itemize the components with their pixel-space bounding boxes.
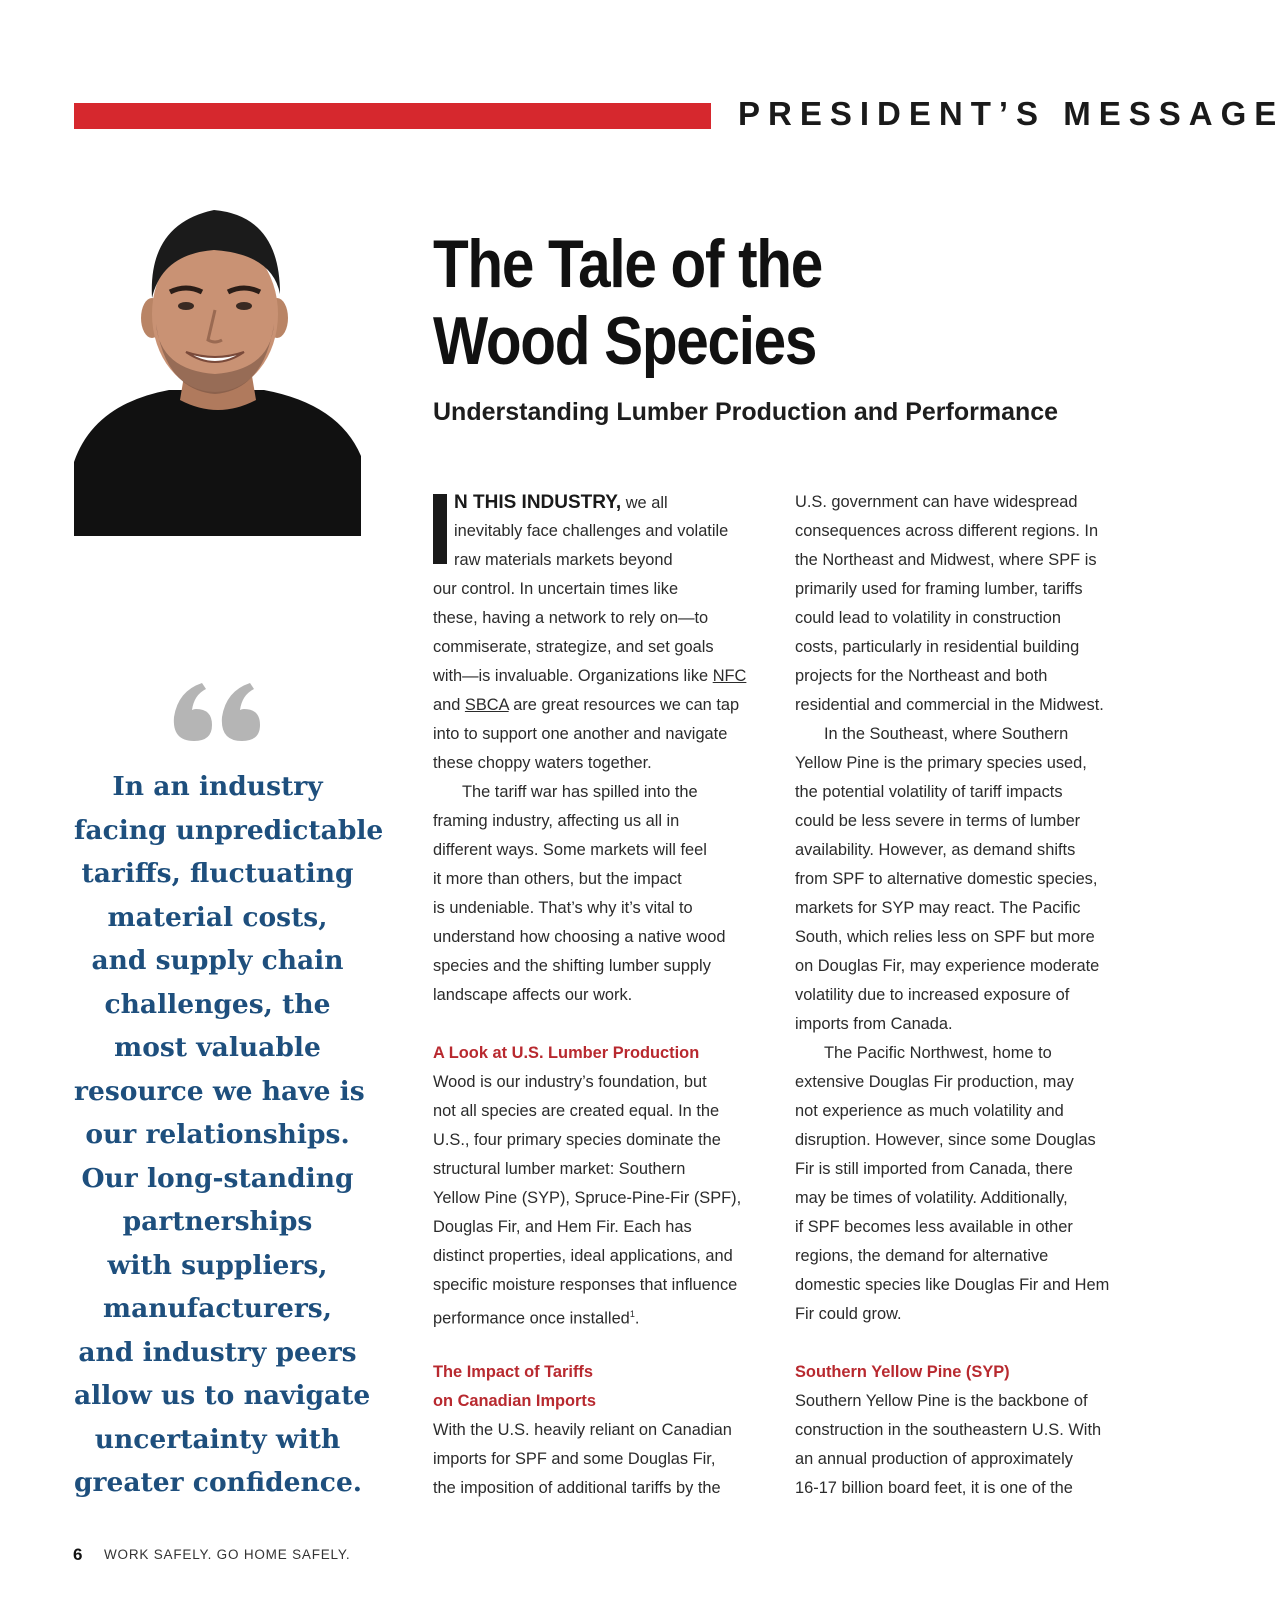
section-heading: on Canadian Imports bbox=[433, 1392, 597, 1410]
article-subtitle: Understanding Lumber Production and Performance bbox=[433, 398, 1059, 426]
footnote-ref: 1 bbox=[629, 1309, 635, 1319]
lead-in: N THIS INDUSTRY, bbox=[454, 492, 622, 513]
nfc-link[interactable]: NFC bbox=[712, 667, 747, 685]
page-number: 6 bbox=[73, 1545, 83, 1564]
body-line: an annual production of approximately bbox=[795, 1450, 1073, 1468]
body-line: understand how choosing a native wood bbox=[433, 928, 726, 946]
body-line: construction in the southeastern U.S. With bbox=[795, 1421, 1102, 1439]
body-line: may be times of volatility. Additionally, bbox=[795, 1189, 1068, 1207]
body-line: commiserate, strategize, and set goals bbox=[433, 638, 714, 656]
pullquote-line: material costs, bbox=[107, 901, 328, 933]
body-line: markets for SYP may react. The Pacific bbox=[795, 899, 1081, 917]
pullquote-line: uncertainty with bbox=[94, 1423, 341, 1455]
body-line: Yellow Pine (SYP), Spruce-Pine-Fir (SPF), bbox=[433, 1189, 742, 1207]
body-line: domestic species like Douglas Fir and Hem bbox=[795, 1276, 1110, 1294]
body-line: performance once installed$^1$. bbox=[433, 1309, 640, 1328]
body-line: specific moisture responses that influence bbox=[433, 1276, 738, 1294]
body-line: the potential volatility of tariff impacts bbox=[795, 783, 1063, 801]
author-photo bbox=[74, 194, 361, 536]
body-line: In the Southeast, where Southern bbox=[824, 725, 1069, 743]
header-red-bar bbox=[74, 103, 711, 129]
body-line: Wood is our industry’s foundation, but bbox=[433, 1073, 707, 1091]
pullquote bbox=[74, 765, 384, 1505]
body-line: U.S. government can have widespread bbox=[795, 493, 1078, 511]
body-line: these, having a network to rely on—to bbox=[433, 609, 709, 627]
body-line: primarily used for framing lumber, tariffs bbox=[795, 580, 1083, 598]
sbca-link[interactable]: SBCA bbox=[464, 696, 509, 714]
pullquote-line: tariffs, fluctuating bbox=[81, 858, 354, 889]
body-line: The tariff war has spilled into the bbox=[462, 783, 698, 801]
pullquote-line: with suppliers, bbox=[107, 1249, 328, 1281]
pullquote-line: challenges, the bbox=[104, 988, 331, 1020]
body-line: into to support one another and navigate bbox=[433, 725, 728, 743]
pullquote-line: and supply chain bbox=[91, 945, 344, 976]
body-line: our control. In uncertain times like bbox=[433, 580, 679, 598]
pullquote-line: and industry peers bbox=[78, 1336, 357, 1368]
body-line: these choppy waters together. bbox=[433, 754, 652, 772]
body-line: landscape affects our work. bbox=[433, 986, 633, 1004]
body-line: not all species are created equal. In the bbox=[433, 1102, 720, 1120]
title-line: The Tale of the bbox=[433, 226, 822, 302]
body-line: structural lumber market: Southern bbox=[433, 1160, 686, 1178]
body-line: imports from Canada. bbox=[795, 1015, 953, 1033]
body-line: if SPF becomes less available in other bbox=[795, 1218, 1073, 1236]
body-line: the Northeast and Midwest, where SPF is bbox=[795, 551, 1097, 569]
footer-tagline: WORK SAFELY. GO HOME SAFELY. bbox=[104, 1547, 351, 1562]
body-line: Fir is still imported from Canada, there bbox=[795, 1160, 1073, 1178]
pullquote-line: facing unpredictable bbox=[74, 814, 384, 846]
body-line: with—is invaluable. Organizations like NFC bbox=[433, 667, 747, 685]
body-line: consequences across different regions. In bbox=[795, 522, 1099, 540]
body-line: regions, the demand for alternative bbox=[795, 1247, 1049, 1265]
body-line: Yellow Pine is the primary species used, bbox=[795, 754, 1087, 772]
pullquote-line: partnerships bbox=[122, 1206, 313, 1237]
body-line: Douglas Fir, and Hem Fir. Each has bbox=[433, 1218, 692, 1236]
pullquote-line: resource we have is bbox=[74, 1075, 365, 1107]
body-line: projects for the Northeast and both bbox=[795, 667, 1048, 685]
pullquote-line: our relationships. bbox=[85, 1119, 350, 1150]
body-line: Southern Yellow Pine is the backbone of bbox=[795, 1392, 1088, 1410]
body-line: different ways. Some markets will feel bbox=[433, 841, 707, 859]
section-label: PRESIDENT’S MESSAGE bbox=[738, 95, 1284, 132]
pullquote-line: Our long-standing bbox=[81, 1162, 354, 1194]
body-line: distinct properties, ideal applications, and bbox=[433, 1247, 733, 1265]
body-line: the imposition of additional tariffs by the bbox=[433, 1479, 721, 1497]
pullquote-line: manufacturers, bbox=[103, 1293, 332, 1324]
body-line: and SBCA are great resources we can tap bbox=[433, 696, 740, 714]
body-line: The Pacific Northwest, home to bbox=[824, 1044, 1052, 1062]
body-line: could be less severe in terms of lumber bbox=[795, 812, 1081, 830]
body-line: volatility due to increased exposure of bbox=[795, 986, 1070, 1004]
section-heading: Southern Yellow Pine (SYP) bbox=[795, 1363, 1010, 1381]
pullquote-line: allow us to navigate bbox=[74, 1380, 371, 1411]
section-heading: A Look at U.S. Lumber Production bbox=[433, 1044, 700, 1062]
body-line: from SPF to alternative domestic species, bbox=[795, 870, 1098, 888]
body-line: raw materials markets beyond bbox=[454, 551, 673, 569]
body-line: N THIS INDUSTRY, we all bbox=[454, 492, 668, 513]
body-line: extensive Douglas Fir production, may bbox=[795, 1073, 1074, 1091]
body-line: U.S., four primary species dominate the bbox=[433, 1131, 721, 1149]
body-line: South, which relies less on SPF but more bbox=[795, 928, 1095, 946]
body-line: With the U.S. heavily reliant on Canadian bbox=[433, 1421, 732, 1439]
pullquote-line: most valuable bbox=[114, 1032, 321, 1063]
body-line: Fir could grow. bbox=[795, 1305, 902, 1323]
body-line: not experience as much volatility and bbox=[795, 1102, 1064, 1120]
body-line: availability. However, as demand shifts bbox=[795, 841, 1076, 859]
body-line: inevitably face challenges and volatile bbox=[454, 522, 729, 540]
body-line: on Douglas Fir, may experience moderate bbox=[795, 957, 1100, 975]
body-line: 16-17 billion board feet, it is one of the bbox=[795, 1479, 1073, 1497]
body-line: disruption. However, since some Douglas bbox=[795, 1131, 1096, 1149]
body-line: residential and commercial in the Midwest. bbox=[795, 696, 1104, 714]
body-column-1 bbox=[433, 488, 773, 1503]
body-line: framing industry, affecting us all in bbox=[433, 812, 680, 830]
body-line: is undeniable. That’s why it’s vital to bbox=[433, 899, 693, 917]
body-column-2 bbox=[795, 488, 1140, 1503]
pullquote-line: greater confidence. bbox=[74, 1467, 363, 1498]
article-title bbox=[433, 226, 1018, 380]
body-line: species and the shifting lumber supply bbox=[433, 957, 711, 975]
body-line: imports for SPF and some Douglas Fir, bbox=[433, 1450, 716, 1468]
body-line: costs, particularly in residential building bbox=[795, 638, 1080, 656]
section-heading: The Impact of Tariffs bbox=[433, 1363, 593, 1381]
title-line: Wood Species bbox=[433, 303, 817, 379]
pullquote-line: In an industry bbox=[112, 771, 323, 802]
body-line: could lead to volatility in construction bbox=[795, 609, 1062, 627]
body-line: it more than others, but the impact bbox=[433, 870, 682, 888]
quote-mark-icon bbox=[172, 683, 262, 743]
